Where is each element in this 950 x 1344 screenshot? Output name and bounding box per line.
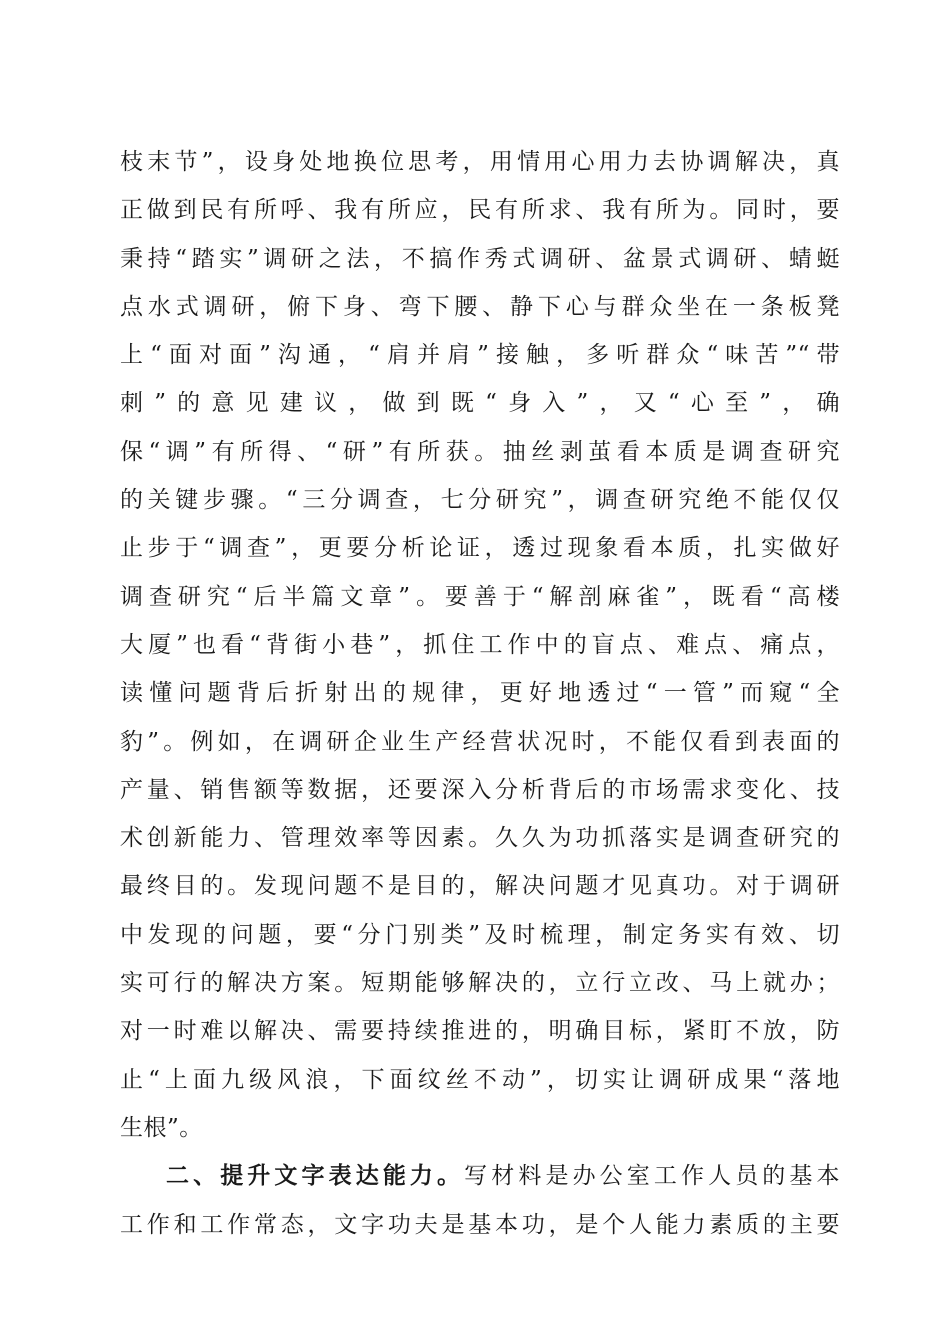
body-line-7: 保“调”有所得、“研”有所获。抽丝剥茧看本质是调查研究 xyxy=(120,438,840,465)
body-line-10: 调查研究“后半篇文章”。要善于“解剖麻雀”，既看“高楼 xyxy=(120,583,840,610)
body-line-11: 大厦”也看“背街小巷”，抓住工作中的盲点、难点、痛点， xyxy=(120,631,840,658)
body-line-13: 豹”。例如，在调研企业生产经营状况时，不能仅看到表面的 xyxy=(120,728,840,755)
body-line-15: 术创新能力、管理效率等因素。久久为功抓落实是调查研究的 xyxy=(120,825,840,852)
body-line-3: 秉持“踏实”调研之法，不搞作秀式调研、盆景式调研、蜻蜓 xyxy=(120,245,840,272)
body-line-12: 读懂问题背后折射出的规律，更好地透过“一管”而窥“全 xyxy=(120,680,840,707)
section-2-second-line: 工作和工作常态，文字功夫是基本功，是个人能力素质的主要 xyxy=(120,1211,840,1238)
body-line-5: 上“面对面”沟通，“肩并肩”接触，多听群众“味苦”“带 xyxy=(120,342,840,369)
section-2-first-line xyxy=(120,1152,840,1200)
body-line-1: 枝末节”，设身处地换位思考，用情用心用力去协调解决，真 xyxy=(120,149,840,175)
body-line-17: 中发现的问题，要“分门别类”及时梳理，制定务实有效、切 xyxy=(120,921,840,948)
body-line-9: 止步于“调查”，更要分析论证，透过现象看本质，扎实做好 xyxy=(120,535,840,562)
body-line-18: 实可行的解决方案。短期能够解决的，立行立改、马上就办； xyxy=(120,970,840,997)
body-line-20: 止“上面九级风浪，下面纹丝不动”，切实让调研成果“落地 xyxy=(120,1066,840,1093)
body-line-6: 刺”的意见建议，做到既“身入”，又“心至”，确 xyxy=(120,390,840,417)
body-line-16: 最终目的。发现问题不是目的，解决问题才见真功。对于调研 xyxy=(120,873,840,900)
body-line-21: 生根”。 xyxy=(120,1114,203,1141)
body-line-19: 对一时难以解决、需要持续推进的，明确目标，紧盯不放，防 xyxy=(120,1018,840,1045)
body-line-14: 产量、销售额等数据，还要深入分析背后的市场需求变化、技 xyxy=(120,776,840,803)
body-line-2: 正做到民有所呼、我有所应，民有所求、我有所为。同时，要 xyxy=(120,197,840,224)
section-2-heading: 二、提升文字表达能力。 xyxy=(166,1163,465,1190)
body-line-4: 点水式调研，俯下身、弯下腰、静下心与群众坐在一条板凳 xyxy=(120,293,840,320)
body-line-8: 的关键步骤。“三分调查，七分研究”，调查研究绝不能仅仅 xyxy=(120,487,840,514)
section-2-first-line-text: 写材料是办公室工作人员的基本 xyxy=(464,1163,841,1190)
document-body xyxy=(120,138,840,1249)
